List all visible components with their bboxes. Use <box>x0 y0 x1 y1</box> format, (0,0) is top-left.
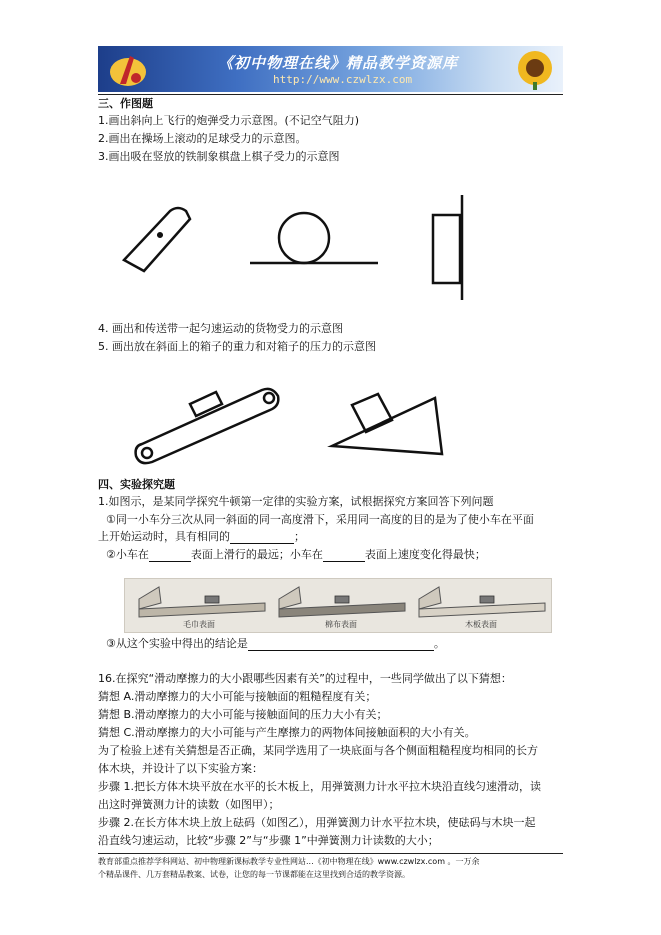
q16-line-10: 沿直线匀速运动，比较“步骤 2”与“步骤 1”中弹簧测力计读数的大小； <box>98 834 439 847</box>
item-3-suffix: 。 <box>433 637 445 650</box>
chess-piece-figure <box>433 195 462 300</box>
item-2-part-b: 表面上滑行的最远；小车在 <box>190 548 323 561</box>
q16-line-7: 步骤 1.把长方体木块平放在水平的长木板上，用弹簧测力计水平拉木块沿直线匀速滑动，读 <box>98 780 541 793</box>
item-2-part-a: ②小车在 <box>106 548 149 561</box>
question-4: 4. 画出和传送带一起匀速运动的货物受力的示意图 <box>98 322 343 335</box>
item-1-prefix: 上开始运动时，具有相同的 <box>98 530 230 543</box>
answer-blank-4[interactable] <box>248 639 434 651</box>
answer-blank-2[interactable] <box>149 550 191 562</box>
item-2-part-c: 表面上速度变化得最快； <box>364 548 486 561</box>
question-1: 1.画出斜向上飞行的炮弹受力示意图。(不记空气阻力) <box>98 114 360 127</box>
q16-line-8: 出这时弹簧测力计的读数（如图甲）； <box>98 798 280 811</box>
item-1-line-b <box>98 530 305 544</box>
q16-line-6: 体木块，并设计了以下实验方案： <box>98 762 263 775</box>
caption-towel: 毛巾表面 <box>183 620 215 629</box>
question-5: 5. 画出放在斜面上的箱子的重力和对箱子的压力的示意图 <box>98 340 376 353</box>
answer-blank-3[interactable] <box>323 550 365 562</box>
item-3-line <box>106 637 445 651</box>
item-3-prefix: ③从这个实验中得出的结论是 <box>106 637 248 650</box>
caption-cotton: 棉布表面 <box>325 620 357 629</box>
football-figure <box>250 213 378 263</box>
q16-line-5: 为了检验上述有关猜想是否正确，某同学选用了一块底面与各个侧面粗糙程度均相同的长方 <box>98 744 538 757</box>
section3-heading: 三、作图题 <box>98 97 153 110</box>
q16-line-9: 步骤 2.在长方体木块上放上砝码（如图乙），用弹簧测力计水平拉木块，使砝码与木块一起 <box>98 816 536 829</box>
conveyor-figure <box>136 389 279 463</box>
item-1-line-a: ①同一小车分三次从同一斜面的同一高度滑下，采用同一高度的目的是为了使小车在平面 <box>106 513 534 526</box>
sunflower-icon <box>510 48 560 90</box>
figures-row-1 <box>110 195 480 310</box>
footer-line-2: 个精品课件、几万套精品教案、试卷，让您的每一节课都能在这里找到合适的教学资源。 <box>98 870 410 879</box>
q16-line-1: 16.在探究“滑动摩擦力的大小跟哪些因素有关”的过程中，一些同学做出了以下猜想： <box>98 672 512 685</box>
site-url[interactable]: http://www.czwlzx.com <box>273 73 413 86</box>
experiment-photo <box>124 578 552 633</box>
header-banner <box>98 46 563 92</box>
incline-box-figure <box>332 394 442 454</box>
logo-icon <box>106 50 154 90</box>
q16-line-2: 猜想 A.滑动摩擦力的大小可能与接触面的粗糙程度有关； <box>98 690 377 703</box>
question-3: 3.画出吸在竖放的铁制象棋盘上棋子受力的示意图 <box>98 150 340 163</box>
section4-heading: 四、实验探究题 <box>98 478 175 491</box>
caption-wood: 木板表面 <box>465 620 497 629</box>
q16-line-3: 猜想 B.滑动摩擦力的大小可能与接触面间的压力大小有关； <box>98 708 388 721</box>
experiment-intro: 1.如图示，是某同学探究牛顿第一定律的实验方案，试根据探究方案回答下列问题 <box>98 495 494 508</box>
figures-row-2 <box>130 372 450 467</box>
item-2-line <box>106 548 486 562</box>
q16-line-4: 猜想 C.滑动摩擦力的大小可能与产生摩擦力的两物体间接触面积的大小有关。 <box>98 726 476 739</box>
answer-blank-1[interactable] <box>230 532 294 544</box>
header-rule <box>98 94 563 95</box>
footer-rule <box>98 853 563 854</box>
question-2: 2.画出在操场上滚动的足球受力的示意图。 <box>98 132 307 145</box>
item-1-suffix: ； <box>294 530 305 543</box>
shell-figure <box>124 208 190 271</box>
footer-line-1: 教育部重点推荐学科网站、初中物理新课标教学专业性网站...《初中物理在线》www.czwlzx.com 。一万余 <box>98 857 480 866</box>
site-title: 《初中物理在线》精品教学资源库 <box>218 54 459 72</box>
